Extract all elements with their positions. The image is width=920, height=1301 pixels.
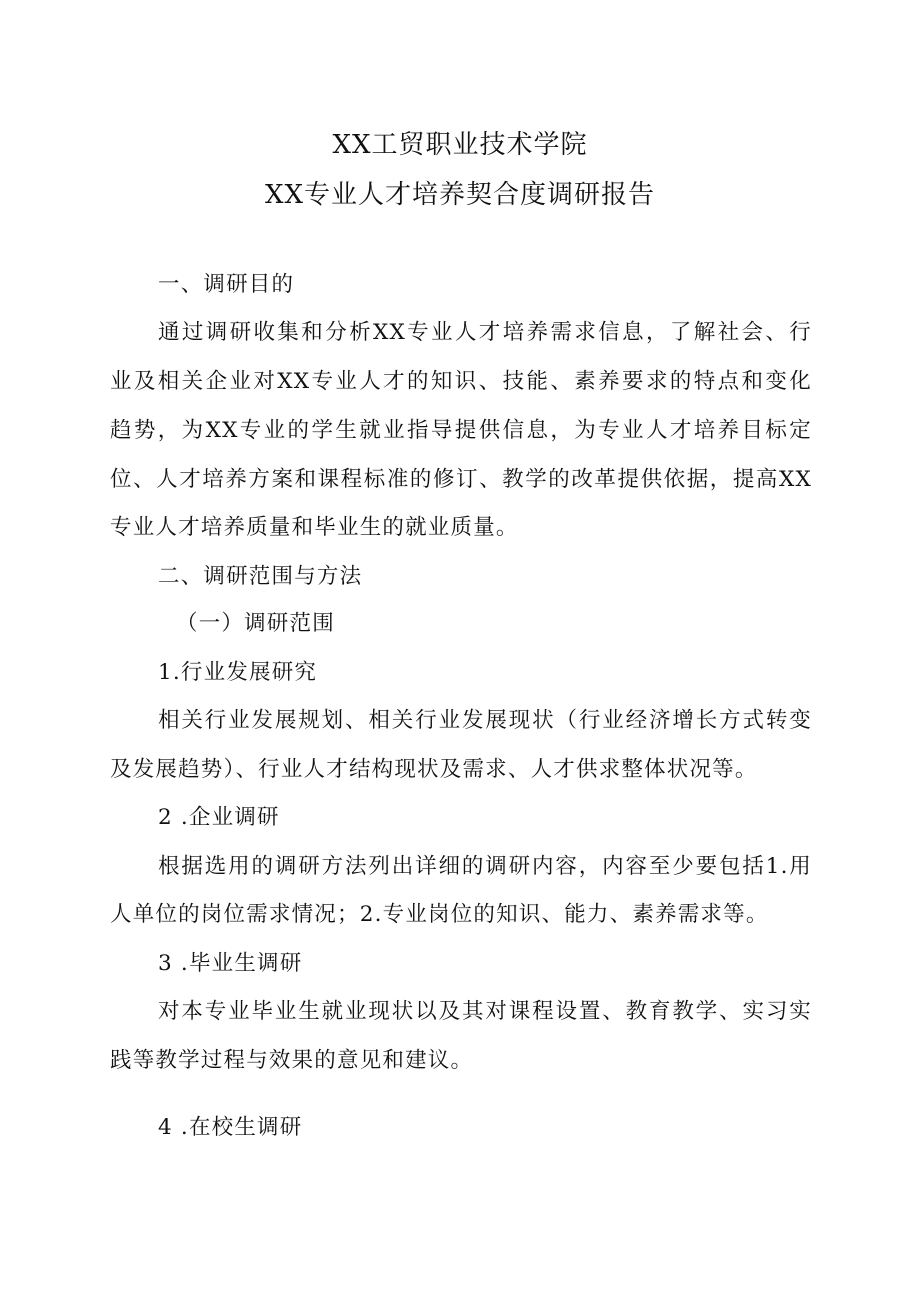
item-heading-enterprise: 2 .企业调研	[158, 805, 280, 830]
section-heading-scope-method: 二、调研范围与方法	[158, 564, 363, 589]
item-heading-graduates: 3 .毕业生调研	[158, 951, 303, 976]
paragraph-line: 对本专业毕业生就业现状以及其对课程设置、教育教学、实习实	[158, 999, 812, 1024]
paragraph-line: 位、人才培养方案和课程标准的修订、教学的改革提供依据，提高XX	[110, 467, 812, 492]
paragraph-line: 践等教学过程与效果的意见和建议。	[110, 1048, 474, 1073]
item-heading-students: 4 .在校生调研	[158, 1115, 303, 1140]
paragraph-line: 趋势，为XX专业的学生就业指导提供信息，为专业人才培养目标定	[110, 418, 812, 443]
paragraph-line: 根据选用的调研方法列出详细的调研内容，内容至少要包括1.用	[158, 854, 812, 879]
section-heading-purpose: 一、调研目的	[158, 272, 295, 297]
paragraph-line: 及发展趋势）、行业人才结构现状及需求、人才供求整体状况等。	[110, 757, 758, 782]
paragraph-line: 通过调研收集和分析XX专业人才培养需求信息，了解社会、行	[158, 320, 812, 345]
document-title-line1: XX工贸职业技术学院	[332, 130, 588, 160]
paragraph-line: 人单位的岗位需求情况；2.专业岗位的知识、能力、素养需求等。	[110, 902, 769, 927]
subsection-heading-scope: （一）调研范围	[176, 611, 335, 636]
paragraph-line: 专业人才培养质量和毕业生的就业质量。	[110, 515, 519, 540]
paragraph-line: 相关行业发展规划、相关行业发展现状（行业经济增长方式转变	[158, 708, 812, 733]
paragraph-line: 业及相关企业对XX专业人才的知识、技能、素养要求的特点和变化	[110, 369, 812, 394]
item-heading-industry: 1.行业发展研究	[158, 660, 318, 685]
document-title-line2: XX专业人才培养契合度调研报告	[264, 180, 656, 210]
